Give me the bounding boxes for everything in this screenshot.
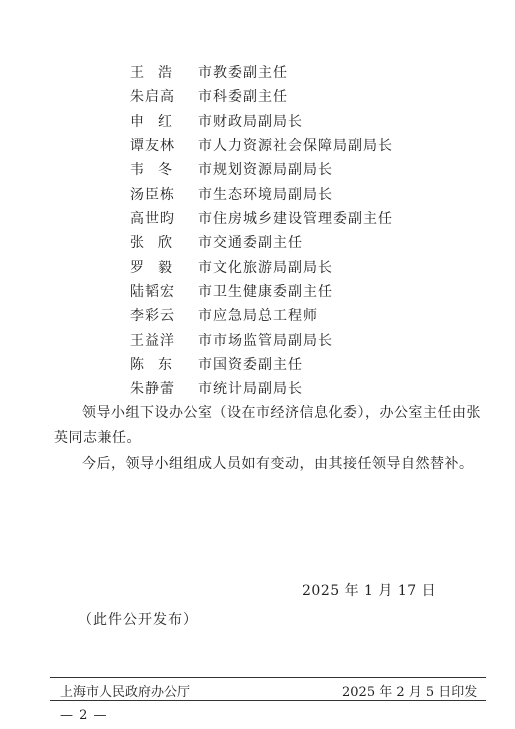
member-title: 市教委副主任 xyxy=(198,65,288,81)
member-title: 市卫生健康委副主任 xyxy=(198,284,333,301)
footer-top-rule xyxy=(50,677,486,678)
member-row xyxy=(130,110,490,134)
member-row xyxy=(130,158,490,182)
member-name: 谭友林 xyxy=(130,138,175,155)
footer-print-date: 2025 年 2 月 5 日印发 xyxy=(342,685,478,700)
footer-issuer: 上海市人民政府办公厅 xyxy=(60,685,191,700)
member-row xyxy=(130,353,490,377)
member-row xyxy=(130,377,490,401)
publication-note: （此件公开发布） xyxy=(78,612,198,628)
member-row xyxy=(130,134,490,158)
member-name: 韦冬 xyxy=(130,162,186,179)
member-name: 罗毅 xyxy=(130,259,186,276)
member-row xyxy=(130,256,490,280)
member-title: 市国资委副主任 xyxy=(198,357,303,374)
member-title: 市生态环境局副局长 xyxy=(198,186,333,203)
member-title: 市市场监管局副局长 xyxy=(198,332,333,349)
member-row xyxy=(130,329,490,353)
member-title: 市住房城乡建设管理委副主任 xyxy=(198,211,393,228)
member-name: 申红 xyxy=(130,113,186,130)
changes-paragraph: 今后，领导小组组成人员如有变动，由其接任领导自然替补。 xyxy=(82,456,474,472)
member-name: 汤臣栋 xyxy=(130,186,175,203)
member-row xyxy=(130,280,490,304)
member-row xyxy=(130,207,490,231)
member-row xyxy=(130,85,490,109)
member-name: 王益洋 xyxy=(130,332,175,349)
member-name: 李彩云 xyxy=(130,308,175,325)
member-list xyxy=(130,61,490,402)
member-row xyxy=(130,183,490,207)
member-name: 朱静蕾 xyxy=(130,381,175,398)
member-name: 朱启高 xyxy=(130,89,175,106)
member-row xyxy=(130,61,490,85)
member-title: 市人力资源社会保障局副局长 xyxy=(198,138,393,155)
member-name: 高世昀 xyxy=(130,211,175,228)
member-title: 市科委副主任 xyxy=(198,89,288,106)
issue-date: 2025 年 1 月 17 日 xyxy=(302,583,437,599)
member-title: 市交通委副主任 xyxy=(198,235,303,252)
footer-bottom-rule xyxy=(50,700,486,701)
member-name: 王浩 xyxy=(130,65,186,81)
member-title: 市统计局副局长 xyxy=(198,381,303,398)
member-title: 市文化旅游局副局长 xyxy=(198,259,333,276)
office-paragraph: 领导小组下设办公室（设在市经济信息化委），办公室主任由张英同志兼任。 xyxy=(54,405,481,446)
member-name: 陆韬宏 xyxy=(130,284,175,301)
member-name: 陈东 xyxy=(130,357,186,374)
member-row xyxy=(130,231,490,255)
member-row xyxy=(130,304,490,328)
member-name: 张欣 xyxy=(130,235,186,252)
member-title: 市应急局总工程师 xyxy=(198,308,318,325)
page-number: — 2 — xyxy=(60,708,108,723)
member-title: 市财政局副局长 xyxy=(198,113,303,130)
member-title: 市规划资源局副局长 xyxy=(198,162,333,179)
